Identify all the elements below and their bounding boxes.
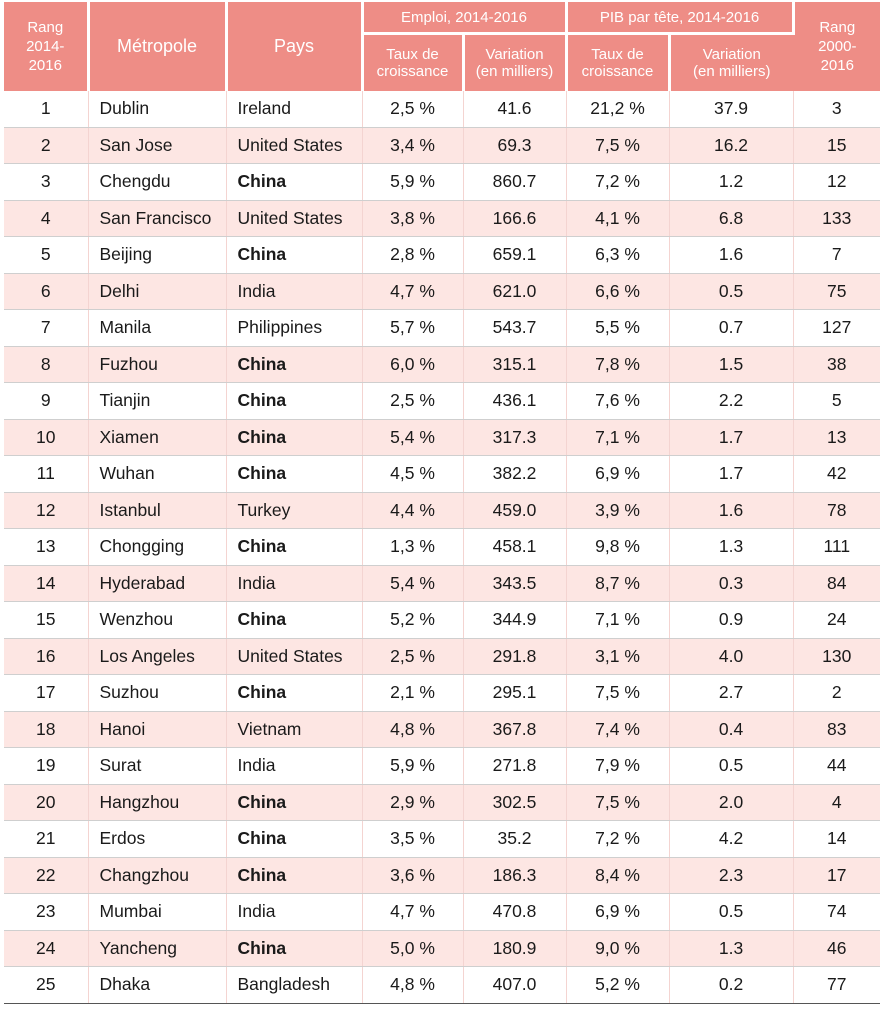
header-metropole: Métropole (88, 2, 226, 91)
cell-pays: United States (226, 200, 362, 237)
cell-pib-taux: 4,1 % (566, 200, 669, 237)
cell-metropole: Yancheng (88, 930, 226, 967)
table-row (4, 346, 880, 383)
cell-pays: China (226, 930, 362, 967)
cell-emploi-taux: 4,8 % (362, 967, 463, 1004)
cell-emploi-variation: 291.8 (463, 638, 566, 675)
cell-rank: 14 (4, 565, 88, 602)
cell-rank-2000: 5 (793, 383, 880, 420)
cell-metropole: Erdos (88, 821, 226, 858)
table-row (4, 857, 880, 894)
cell-pib-taux: 7,1 % (566, 419, 669, 456)
table-row (4, 821, 880, 858)
cell-pib-variation: 0.4 (669, 711, 793, 748)
cell-rank-2000: 130 (793, 638, 880, 675)
cell-pays: China (226, 784, 362, 821)
cell-emploi-variation: 166.6 (463, 200, 566, 237)
cell-emploi-taux: 3,6 % (362, 857, 463, 894)
cell-emploi-taux: 2,5 % (362, 91, 463, 127)
cell-pib-variation: 0.5 (669, 748, 793, 785)
cell-pays: United States (226, 127, 362, 164)
cell-emploi-taux: 4,5 % (362, 456, 463, 493)
cell-metropole: Wenzhou (88, 602, 226, 639)
cell-pib-taux: 9,0 % (566, 930, 669, 967)
cell-pib-variation: 2.0 (669, 784, 793, 821)
cell-metropole: San Francisco (88, 200, 226, 237)
cell-pib-variation: 0.3 (669, 565, 793, 602)
cell-rank: 25 (4, 967, 88, 1004)
cell-metropole: Tianjin (88, 383, 226, 420)
cell-emploi-taux: 6,0 % (362, 346, 463, 383)
table-row (4, 602, 880, 639)
cell-rank-2000: 83 (793, 711, 880, 748)
cell-rank: 23 (4, 894, 88, 931)
cell-emploi-taux: 1,3 % (362, 529, 463, 566)
cell-emploi-variation: 41.6 (463, 91, 566, 127)
cell-rank-2000: 133 (793, 200, 880, 237)
table-row (4, 930, 880, 967)
cell-rank: 13 (4, 529, 88, 566)
cell-rank-2000: 38 (793, 346, 880, 383)
table-row (4, 565, 880, 602)
cell-pib-taux: 7,4 % (566, 711, 669, 748)
cell-rank: 11 (4, 456, 88, 493)
cell-rank: 3 (4, 164, 88, 201)
cell-pib-taux: 7,5 % (566, 675, 669, 712)
cell-pib-variation: 4.0 (669, 638, 793, 675)
cell-pib-variation: 6.8 (669, 200, 793, 237)
cell-rank-2000: 78 (793, 492, 880, 529)
cell-rank-2000: 4 (793, 784, 880, 821)
cell-metropole: Hyderabad (88, 565, 226, 602)
table-row (4, 711, 880, 748)
cell-emploi-variation: 343.5 (463, 565, 566, 602)
cell-emploi-taux: 2,9 % (362, 784, 463, 821)
cell-pib-taux: 3,9 % (566, 492, 669, 529)
cell-emploi-variation: 344.9 (463, 602, 566, 639)
table-row (4, 529, 880, 566)
cell-metropole: Hangzhou (88, 784, 226, 821)
cell-metropole: Beijing (88, 237, 226, 274)
cell-metropole: Surat (88, 748, 226, 785)
cell-pib-taux: 7,2 % (566, 821, 669, 858)
cell-emploi-taux: 4,4 % (362, 492, 463, 529)
cell-rank: 7 (4, 310, 88, 347)
cell-rank-2000: 75 (793, 273, 880, 310)
cell-pib-taux: 3,1 % (566, 638, 669, 675)
cell-pib-variation: 1.7 (669, 456, 793, 493)
cell-rank: 2 (4, 127, 88, 164)
cell-rank: 18 (4, 711, 88, 748)
table-row (4, 638, 880, 675)
cell-pib-variation: 0.2 (669, 967, 793, 1004)
cell-emploi-variation: 407.0 (463, 967, 566, 1004)
cell-pays: India (226, 565, 362, 602)
metro-ranking-table (4, 2, 880, 1004)
cell-emploi-variation: 659.1 (463, 237, 566, 274)
cell-pays: United States (226, 638, 362, 675)
cell-emploi-taux: 3,4 % (362, 127, 463, 164)
cell-pib-taux: 7,5 % (566, 127, 669, 164)
cell-emploi-taux: 3,8 % (362, 200, 463, 237)
cell-pays: China (226, 419, 362, 456)
cell-emploi-variation: 295.1 (463, 675, 566, 712)
cell-metropole: Chongging (88, 529, 226, 566)
cell-emploi-taux: 4,7 % (362, 273, 463, 310)
cell-metropole: Fuzhou (88, 346, 226, 383)
cell-pib-variation: 1.3 (669, 529, 793, 566)
cell-rank: 1 (4, 91, 88, 127)
cell-rank: 22 (4, 857, 88, 894)
cell-metropole: Dublin (88, 91, 226, 127)
cell-rank: 19 (4, 748, 88, 785)
cell-pib-variation: 0.7 (669, 310, 793, 347)
cell-rank: 9 (4, 383, 88, 420)
cell-emploi-taux: 2,8 % (362, 237, 463, 274)
cell-emploi-taux: 5,0 % (362, 930, 463, 967)
cell-emploi-variation: 180.9 (463, 930, 566, 967)
cell-metropole: Mumbai (88, 894, 226, 931)
cell-pib-variation: 4.2 (669, 821, 793, 858)
cell-pays: Bangladesh (226, 967, 362, 1004)
cell-pib-variation: 0.9 (669, 602, 793, 639)
cell-emploi-variation: 69.3 (463, 127, 566, 164)
table-row (4, 164, 880, 201)
cell-emploi-taux: 5,2 % (362, 602, 463, 639)
cell-pib-variation: 1.7 (669, 419, 793, 456)
cell-rank-2000: 12 (793, 164, 880, 201)
cell-pib-variation: 37.9 (669, 91, 793, 127)
cell-pib-variation: 2.7 (669, 675, 793, 712)
cell-rank: 4 (4, 200, 88, 237)
cell-pib-variation: 1.3 (669, 930, 793, 967)
cell-pib-taux: 9,8 % (566, 529, 669, 566)
cell-pib-variation: 0.5 (669, 894, 793, 931)
cell-metropole: Suzhou (88, 675, 226, 712)
header-rank-2000-2016: Rang 2000- 2016 (793, 2, 880, 91)
cell-pib-variation: 2.2 (669, 383, 793, 420)
cell-rank-2000: 44 (793, 748, 880, 785)
cell-rank: 24 (4, 930, 88, 967)
table-row (4, 127, 880, 164)
cell-rank: 17 (4, 675, 88, 712)
cell-metropole: Delhi (88, 273, 226, 310)
table-row (4, 273, 880, 310)
cell-rank-2000: 77 (793, 967, 880, 1004)
cell-rank-2000: 127 (793, 310, 880, 347)
cell-pays: India (226, 748, 362, 785)
cell-pib-taux: 6,9 % (566, 456, 669, 493)
cell-emploi-taux: 4,7 % (362, 894, 463, 931)
header-group-pib: PIB par tête, 2014-2016 (566, 2, 793, 34)
cell-rank-2000: 15 (793, 127, 880, 164)
cell-pib-variation: 0.5 (669, 273, 793, 310)
cell-emploi-variation: 436.1 (463, 383, 566, 420)
cell-emploi-variation: 543.7 (463, 310, 566, 347)
cell-emploi-taux: 5,4 % (362, 565, 463, 602)
cell-emploi-variation: 621.0 (463, 273, 566, 310)
cell-pays: India (226, 894, 362, 931)
cell-emploi-taux: 2,5 % (362, 638, 463, 675)
cell-pays: India (226, 273, 362, 310)
cell-pib-taux: 8,4 % (566, 857, 669, 894)
header-emploi-taux: Taux de croissance (362, 34, 463, 92)
cell-pib-taux: 7,5 % (566, 784, 669, 821)
table-row (4, 748, 880, 785)
cell-pays: China (226, 346, 362, 383)
cell-metropole: Changzhou (88, 857, 226, 894)
cell-emploi-taux: 5,9 % (362, 164, 463, 201)
cell-pays: Vietnam (226, 711, 362, 748)
table-row (4, 419, 880, 456)
cell-emploi-variation: 367.8 (463, 711, 566, 748)
cell-pays: China (226, 821, 362, 858)
cell-pays: China (226, 237, 362, 274)
cell-pays: China (226, 675, 362, 712)
cell-pays: China (226, 164, 362, 201)
cell-emploi-taux: 3,5 % (362, 821, 463, 858)
cell-emploi-variation: 860.7 (463, 164, 566, 201)
cell-metropole: Xiamen (88, 419, 226, 456)
header-pib-variation: Variation (en milliers) (669, 34, 793, 92)
cell-rank-2000: 42 (793, 456, 880, 493)
cell-rank-2000: 14 (793, 821, 880, 858)
header-rank-2014-2016: Rang 2014- 2016 (4, 2, 88, 91)
cell-rank-2000: 24 (793, 602, 880, 639)
cell-rank: 16 (4, 638, 88, 675)
cell-emploi-taux: 2,5 % (362, 383, 463, 420)
cell-emploi-variation: 317.3 (463, 419, 566, 456)
cell-pib-taux: 21,2 % (566, 91, 669, 127)
cell-pays: China (226, 857, 362, 894)
cell-metropole: Hanoi (88, 711, 226, 748)
cell-metropole: Manila (88, 310, 226, 347)
cell-emploi-taux: 5,7 % (362, 310, 463, 347)
cell-rank-2000: 84 (793, 565, 880, 602)
cell-pib-taux: 6,3 % (566, 237, 669, 274)
cell-rank: 10 (4, 419, 88, 456)
table-row (4, 383, 880, 420)
cell-rank-2000: 74 (793, 894, 880, 931)
cell-metropole: San Jose (88, 127, 226, 164)
cell-pib-variation: 1.6 (669, 492, 793, 529)
cell-pib-variation: 1.5 (669, 346, 793, 383)
table-row (4, 675, 880, 712)
cell-emploi-variation: 271.8 (463, 748, 566, 785)
cell-rank: 21 (4, 821, 88, 858)
cell-rank-2000: 2 (793, 675, 880, 712)
table-body (4, 91, 880, 1003)
cell-rank: 6 (4, 273, 88, 310)
cell-emploi-taux: 2,1 % (362, 675, 463, 712)
table-row (4, 784, 880, 821)
cell-rank-2000: 7 (793, 237, 880, 274)
cell-pib-taux: 6,9 % (566, 894, 669, 931)
header-pays: Pays (226, 2, 362, 91)
table-row (4, 492, 880, 529)
cell-pays: Ireland (226, 91, 362, 127)
cell-pib-taux: 5,2 % (566, 967, 669, 1004)
cell-pays: Philippines (226, 310, 362, 347)
header-pib-taux: Taux de croissance (566, 34, 669, 92)
cell-rank: 12 (4, 492, 88, 529)
cell-emploi-variation: 459.0 (463, 492, 566, 529)
cell-emploi-variation: 470.8 (463, 894, 566, 931)
cell-emploi-taux: 5,4 % (362, 419, 463, 456)
cell-rank: 8 (4, 346, 88, 383)
cell-rank-2000: 3 (793, 91, 880, 127)
cell-pays: China (226, 602, 362, 639)
cell-pib-variation: 1.6 (669, 237, 793, 274)
table-row (4, 456, 880, 493)
cell-pib-taux: 7,8 % (566, 346, 669, 383)
cell-emploi-variation: 302.5 (463, 784, 566, 821)
cell-rank: 5 (4, 237, 88, 274)
table-row (4, 237, 880, 274)
header-emploi-variation: Variation (en milliers) (463, 34, 566, 92)
cell-pays: China (226, 529, 362, 566)
cell-metropole: Chengdu (88, 164, 226, 201)
cell-pays: Turkey (226, 492, 362, 529)
table-row (4, 200, 880, 237)
cell-rank: 20 (4, 784, 88, 821)
cell-pib-taux: 7,1 % (566, 602, 669, 639)
cell-pib-variation: 16.2 (669, 127, 793, 164)
cell-emploi-variation: 458.1 (463, 529, 566, 566)
cell-pays: China (226, 383, 362, 420)
cell-pib-taux: 7,9 % (566, 748, 669, 785)
cell-pays: China (226, 456, 362, 493)
cell-rank-2000: 17 (793, 857, 880, 894)
cell-pib-taux: 5,5 % (566, 310, 669, 347)
cell-metropole: Wuhan (88, 456, 226, 493)
cell-metropole: Dhaka (88, 967, 226, 1004)
cell-pib-taux: 7,6 % (566, 383, 669, 420)
table-row (4, 967, 880, 1004)
cell-pib-variation: 2.3 (669, 857, 793, 894)
table-header (4, 2, 880, 91)
cell-pib-taux: 8,7 % (566, 565, 669, 602)
cell-emploi-variation: 186.3 (463, 857, 566, 894)
cell-rank-2000: 13 (793, 419, 880, 456)
cell-rank: 15 (4, 602, 88, 639)
cell-emploi-taux: 4,8 % (362, 711, 463, 748)
header-group-emploi: Emploi, 2014-2016 (362, 2, 566, 34)
cell-emploi-variation: 35.2 (463, 821, 566, 858)
cell-pib-taux: 6,6 % (566, 273, 669, 310)
cell-rank-2000: 46 (793, 930, 880, 967)
table-row (4, 91, 880, 127)
cell-emploi-variation: 382.2 (463, 456, 566, 493)
cell-pib-taux: 7,2 % (566, 164, 669, 201)
cell-metropole: Los Angeles (88, 638, 226, 675)
cell-rank-2000: 111 (793, 529, 880, 566)
table-row (4, 894, 880, 931)
cell-emploi-taux: 5,9 % (362, 748, 463, 785)
cell-pib-variation: 1.2 (669, 164, 793, 201)
cell-metropole: Istanbul (88, 492, 226, 529)
table-row (4, 310, 880, 347)
cell-emploi-variation: 315.1 (463, 346, 566, 383)
